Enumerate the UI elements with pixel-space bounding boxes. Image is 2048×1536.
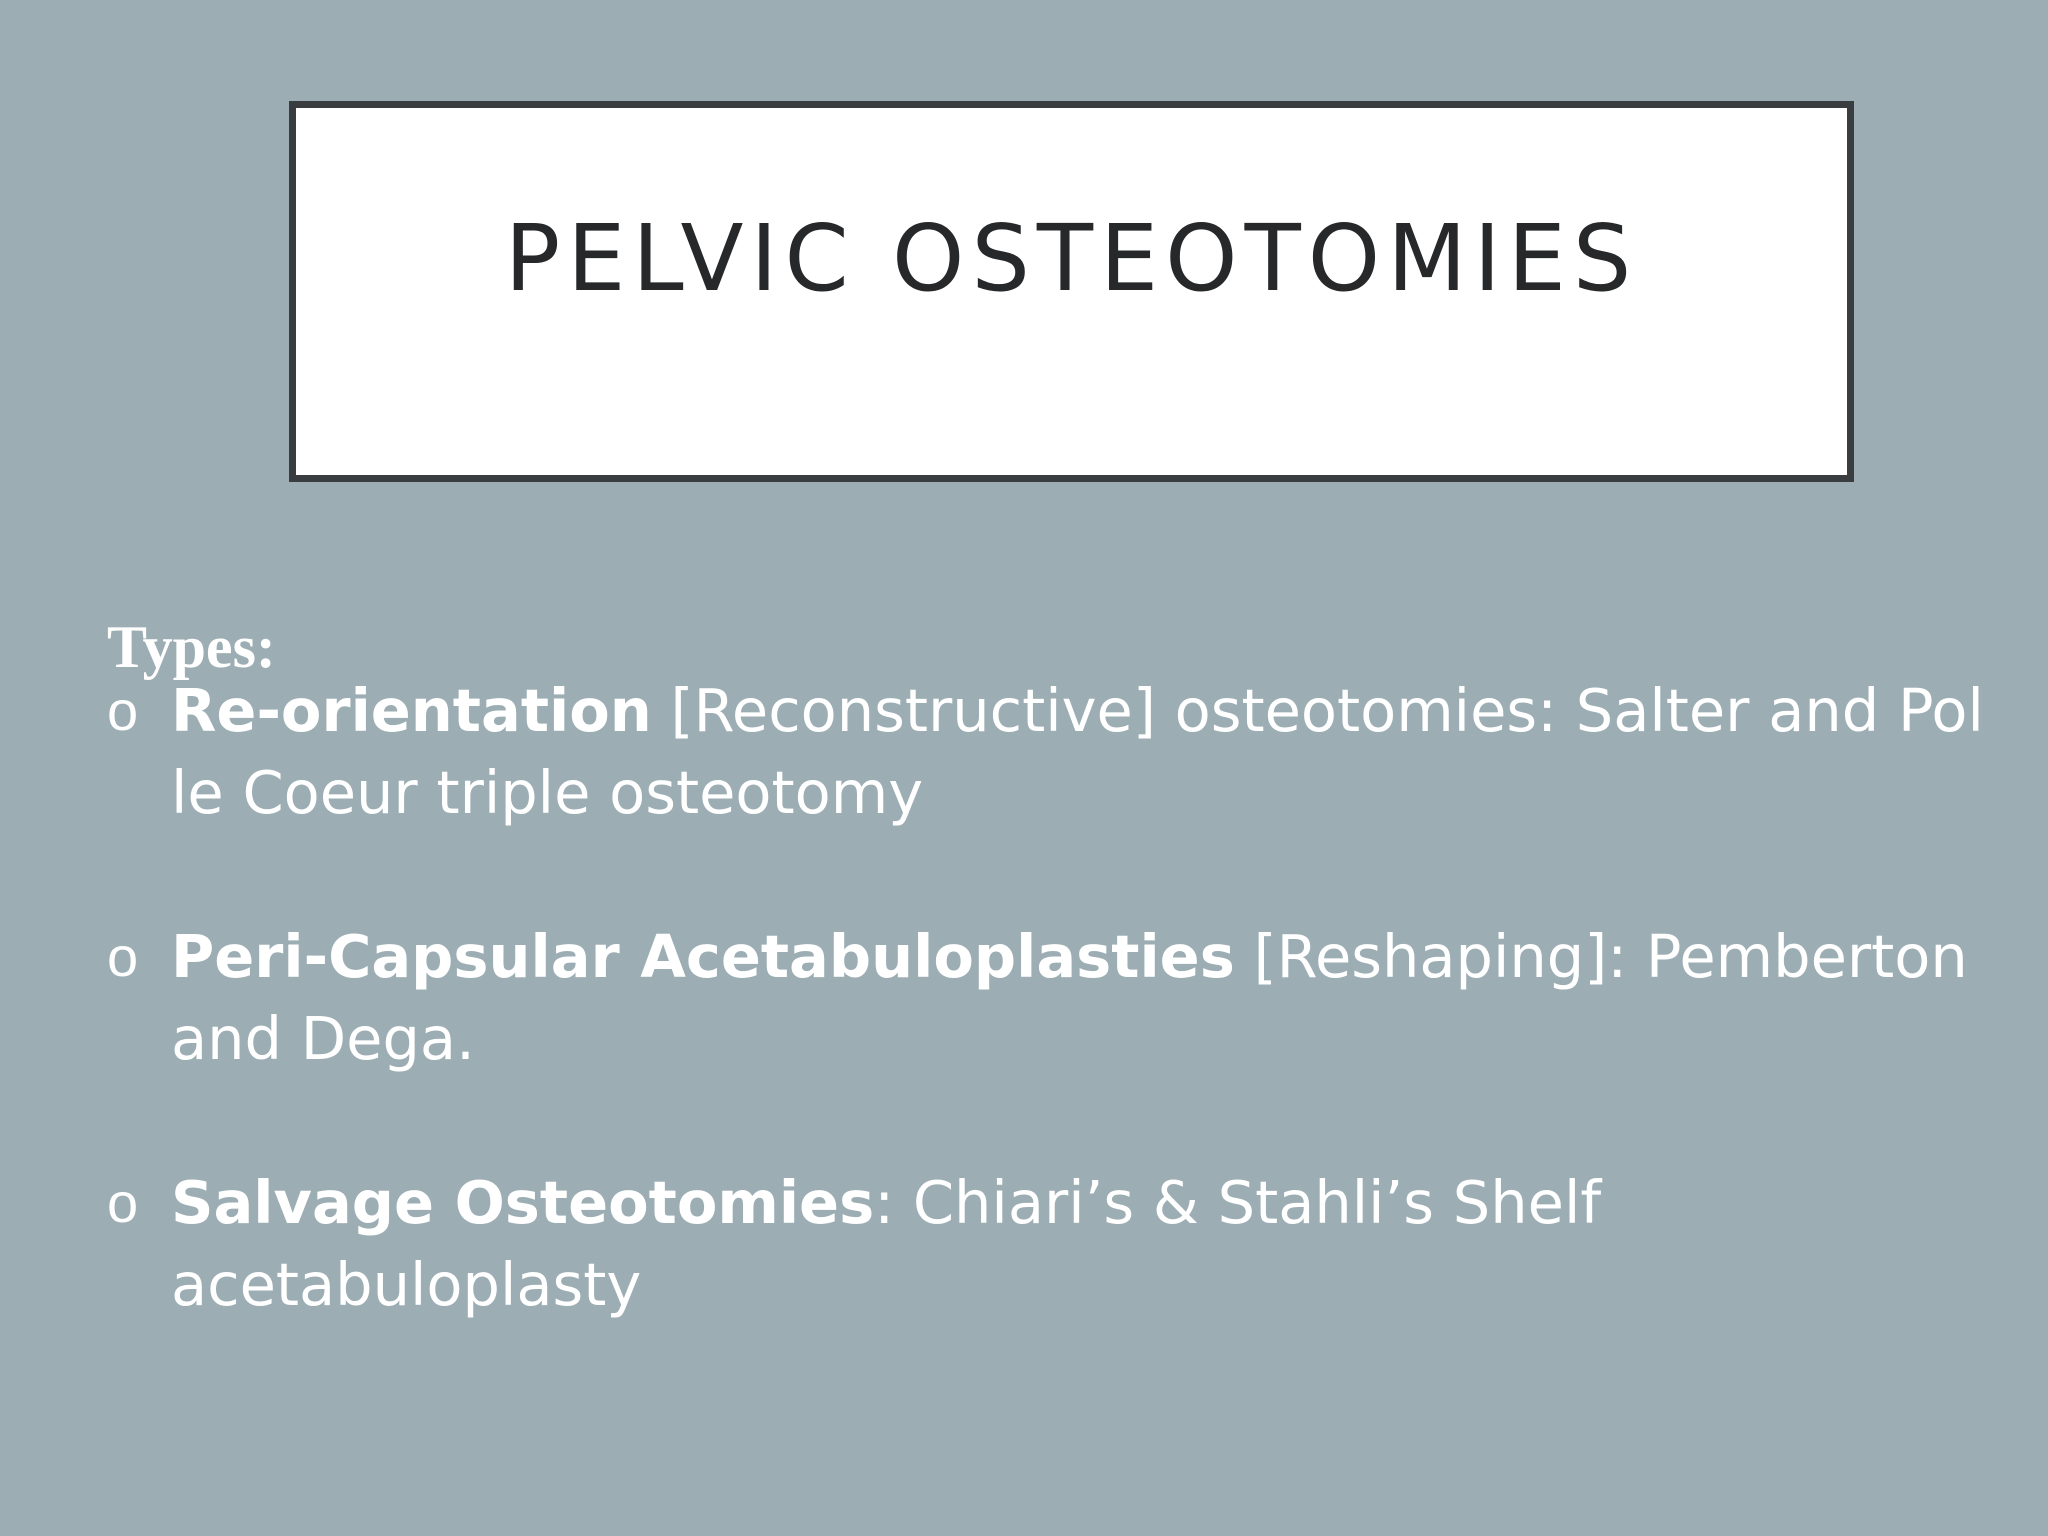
bullet-heading: Peri-Capsular Acetabuloplasties xyxy=(171,922,1235,991)
types-label: Types: xyxy=(107,614,276,680)
bullet-heading: Re-orientation xyxy=(171,676,652,745)
bullet-item-pericapsular xyxy=(107,916,1987,1080)
bullet-text: : Chiari’s & Stahli’s Shelf acetabuloplasty xyxy=(171,1168,1602,1319)
bullet-heading: Salvage Osteotomies xyxy=(171,1168,875,1237)
bullet-circle-icon: o xyxy=(107,925,139,988)
bullet-item-reorientation xyxy=(107,670,1987,834)
bullet-item-salvage xyxy=(107,1162,1987,1326)
slide-title: PELVIC OSTEOTOMIES xyxy=(504,205,1639,312)
bullet-circle-icon: o xyxy=(107,1171,139,1234)
bullet-text: [Reshaping]: Pemberton and Dega. xyxy=(171,922,1968,1073)
bullet-text: [Reconstructive] osteotomies: Salter and Pol le Coeur triple osteotomy xyxy=(171,676,1984,827)
bullet-circle-icon: o xyxy=(107,679,139,742)
bullet-list xyxy=(107,670,1987,1408)
title-box xyxy=(289,101,1854,482)
